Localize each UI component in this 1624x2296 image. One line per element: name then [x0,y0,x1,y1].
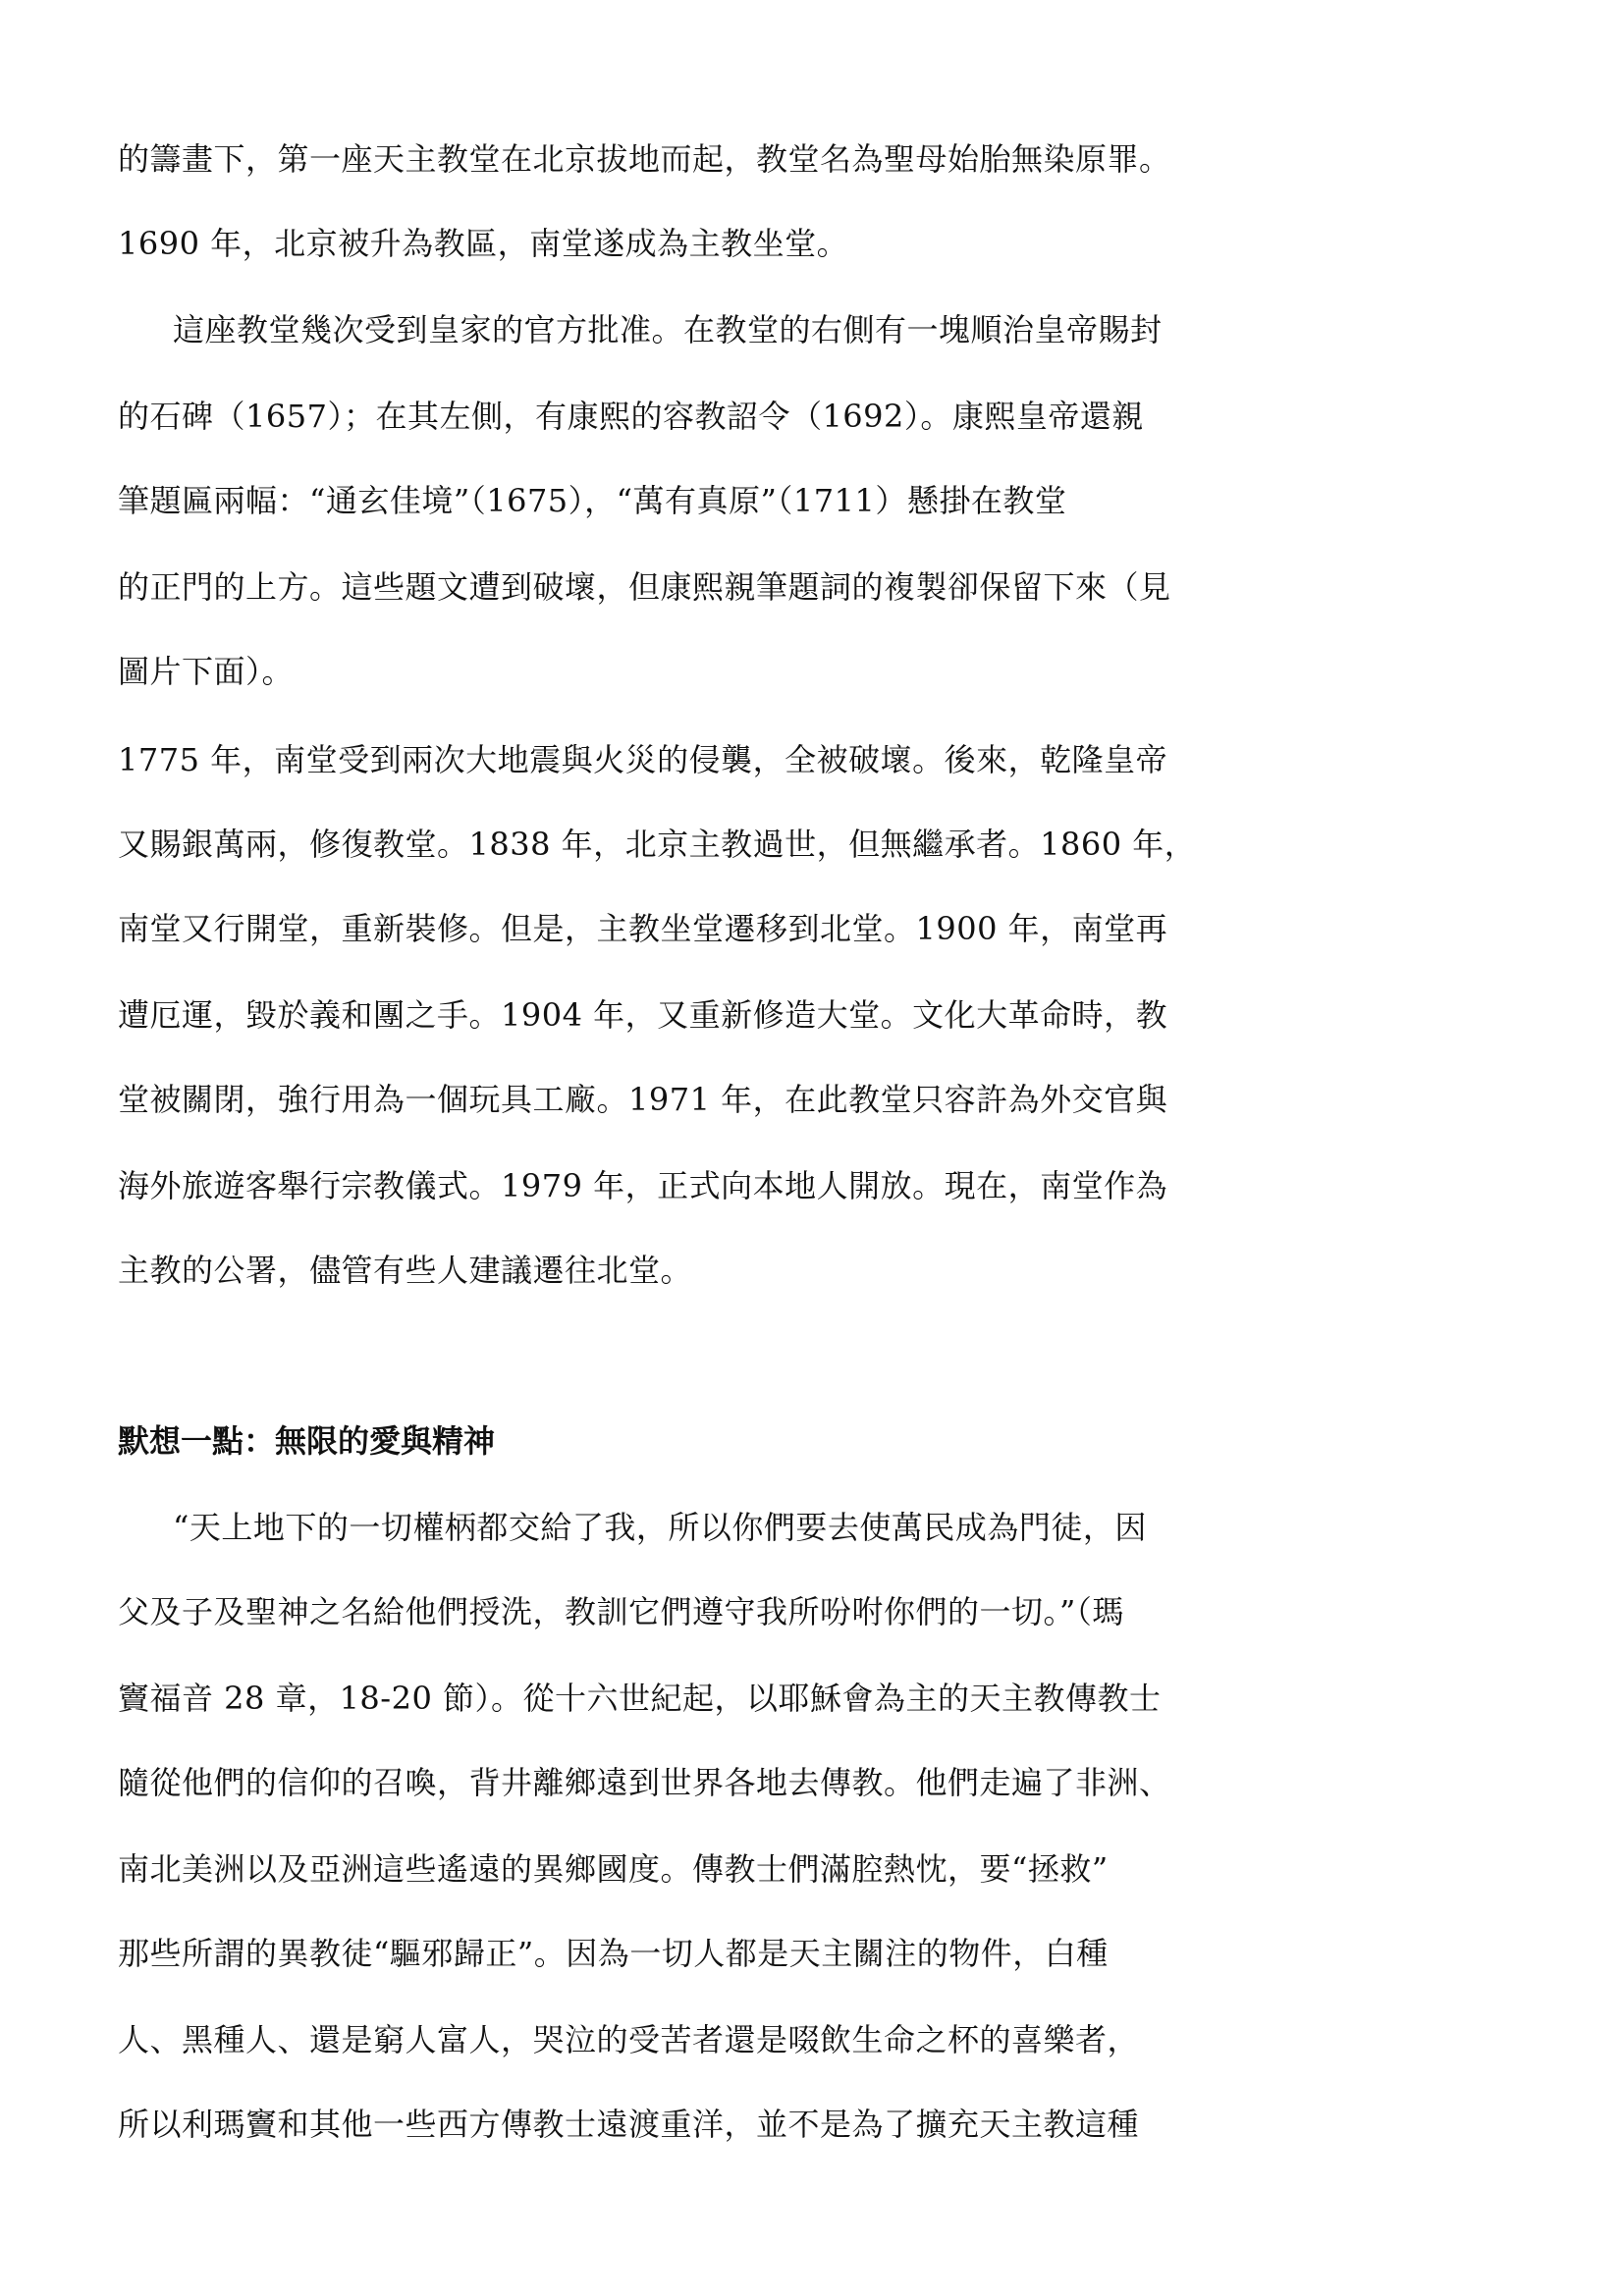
text-line: 堂被關閉，強行用為一個玩具工廠。1971 年，在此教堂只容許為外交官與 [118,1081,1168,1118]
text-line: 的籌畫下，第一座天主教堂在北京拔地而起，教堂名為聖母始胎無染原罪。 [118,140,1171,178]
text-line: 主教的公署，儘管有些人建議遷往北堂。 [118,1252,693,1289]
text-line: 遭厄運，毀於義和團之手。1904 年，又重新修造大堂。文化大革命時，教 [118,996,1168,1034]
text-line: 的石碑（1657）；在其左側，有康熙的容教詔令（1692）。康熙皇帝還親 [118,398,1144,435]
text-line: “天上地下的一切權柄都交給了我，所以你們要去使萬民成為門徒，因 [173,1509,1147,1546]
text-line: 又賜銀萬兩，修復教堂。1838 年，北京主教過世，但無繼承者。1860 年， [118,826,1197,863]
text-line: 那些所謂的異教徒“驅邪歸正”。因為一切人都是天主關注的物件，白種 [118,1935,1109,1972]
text-line: 這座教堂幾次受到皇家的官方批准。在教堂的右側有一塊順治皇帝賜封 [173,311,1163,348]
text-line: 隨從他們的信仰的召喚，背井離鄉遠到世界各地去傳教。他們走遍了非洲、 [118,1764,1171,1801]
text-line: 所以利瑪竇和其他一些西方傳教士遠渡重洋，並不是為了擴充天主教這種 [118,2106,1140,2143]
text-line: 南堂又行開堂，重新裝修。但是，主教坐堂遷移到北堂。1900 年，南堂再 [118,910,1168,947]
text-line: 圖片下面）。 [118,653,295,690]
text-line: 海外旅遊客舉行宗教儀式。1979 年，正式向本地人開放。現在，南堂作為 [118,1167,1168,1204]
text-line: 1775 年，南堂受到兩次大地震與火災的侵襲，全被破壞。後來，乾隆皇帝 [118,741,1168,778]
text-line: 南北美洲以及亞洲這些遙遠的異鄉國度。傳教士們滿腔熱忱，要“拯救” [118,1850,1109,1888]
text-line: 筆題匾兩幅：“通玄佳境”（1675），“萬有真原”（1711）懸掛在教堂 [118,482,1067,519]
text-line: 的正門的上方。這些題文遭到破壞，但康熙親筆題詞的複製卻保留下來（見 [118,568,1171,606]
text-line: 父及子及聖神之名給他們授洗，教訓它們遵守我所吩咐你們的一切。”（瑪 [118,1593,1124,1630]
text-line: 1690 年，北京被升為教區，南堂遂成為主教坐堂。 [118,225,849,262]
text-line: 竇福音 28 章，18-20 節）。從十六世紀起，以耶穌會為主的天主教傳教士 [118,1680,1162,1717]
text-line: 人、黑種人、還是窮人富人，哭泣的受苦者還是啜飲生命之杯的喜樂者， [118,2021,1140,2058]
section-heading: 默想一點：無限的愛與精神 [118,1422,496,1460]
